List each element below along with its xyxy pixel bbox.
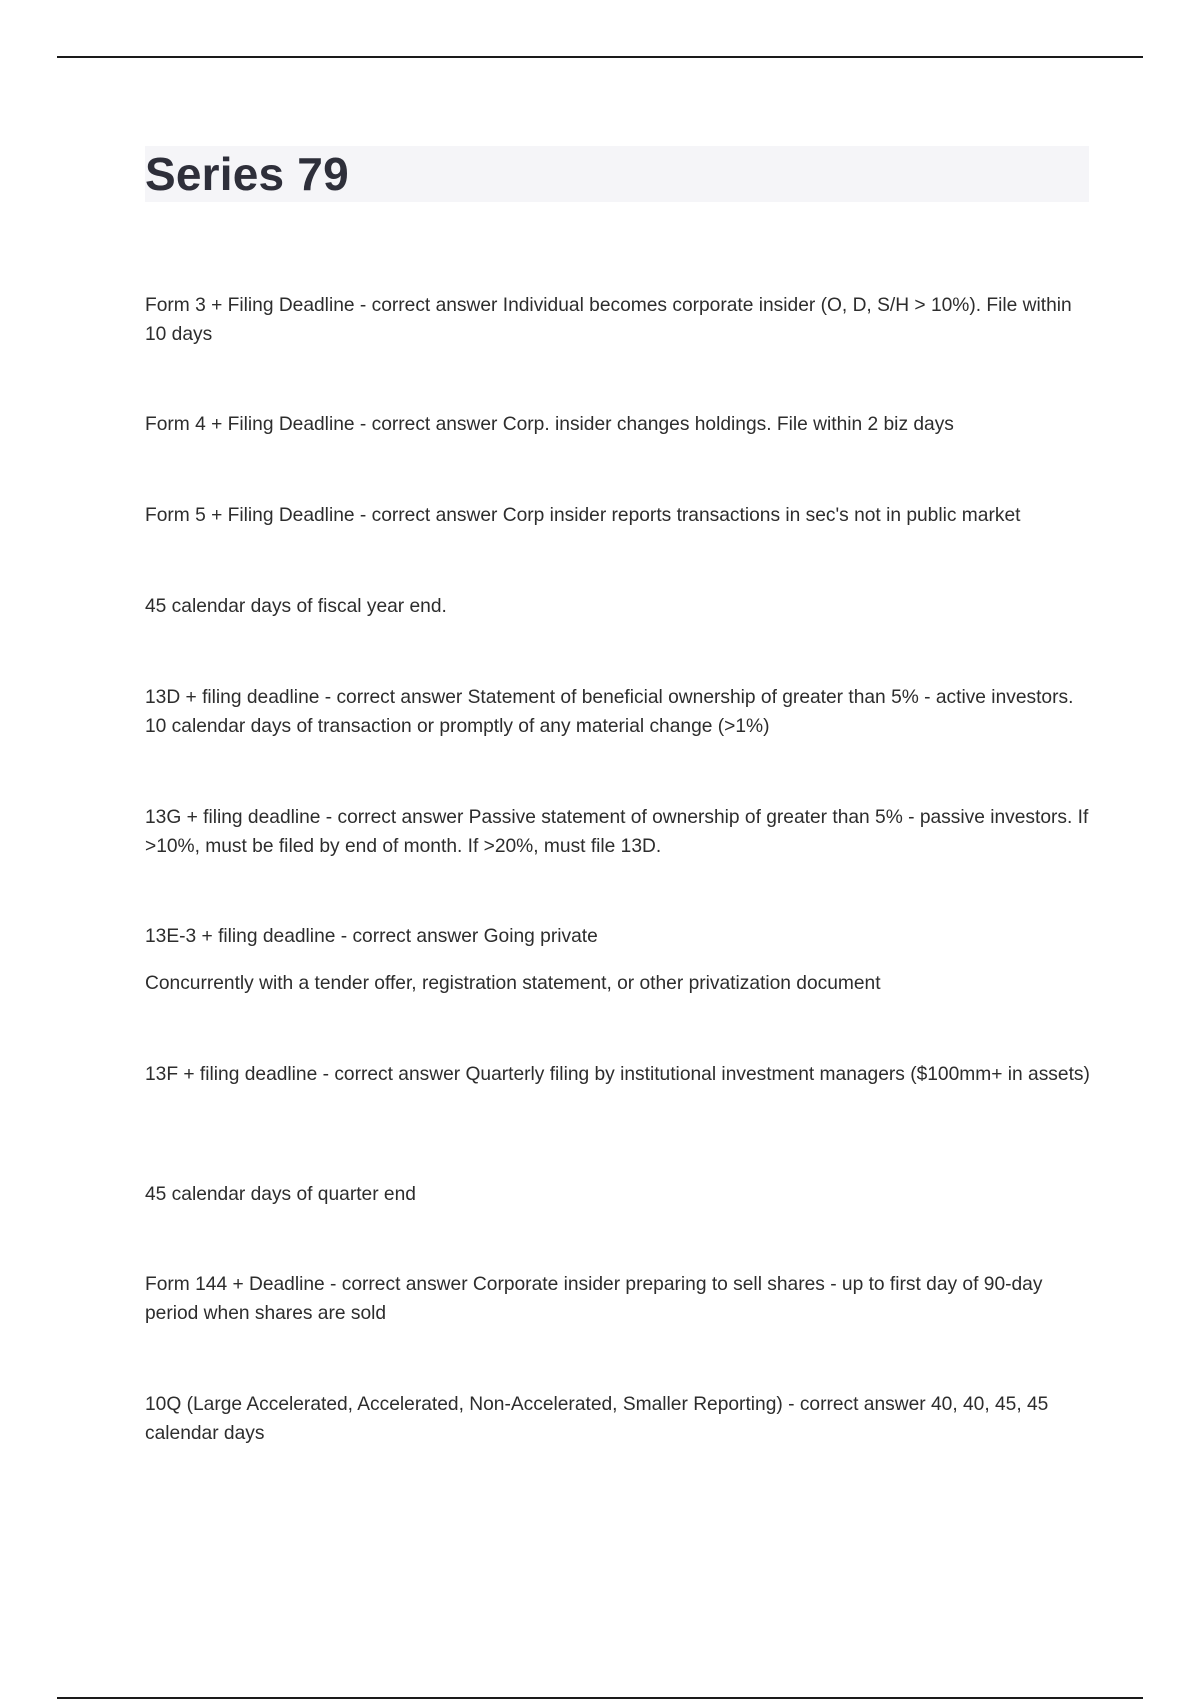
entry-13g: 13G + filing deadline - correct answer Passive statement of ownership of greater than 5% - passive investors. If >10%, must be filed by end of month. If >20%, must file 13D. xyxy=(145,807,1089,857)
entry-10q: 10Q (Large Accelerated, Accelerated, Non-Accelerated, Smaller Reporting) - correct answer 40, 40, 45, 45 calendar days xyxy=(145,1394,1049,1444)
entry-form4: Form 4 + Filing Deadline - correct answer Corp. insider changes holdings. File within 2 biz days xyxy=(145,414,954,435)
entry-13e3: 13E-3 + filing deadline - correct answer Going private xyxy=(145,926,598,947)
page-title: Series 79 xyxy=(145,148,349,200)
entry-13f: 13F + filing deadline - correct answer Quarterly filing by institutional investment managers ($100mm+ in assets) xyxy=(145,1064,1090,1085)
entry-form144: Form 144 + Deadline - correct answer Corporate insider preparing to sell shares - up to first day of 90-day period when shares are sold xyxy=(145,1274,1043,1324)
entry-13e3-deadline: Concurrently with a tender offer, registration statement, or other privatization document xyxy=(145,973,881,994)
entry-13f-deadline: 45 calendar days of quarter end xyxy=(145,1184,416,1205)
entry-form3: Form 3 + Filing Deadline - correct answer Individual becomes corporate insider (O, D, S/H > 10%). File within 10 days xyxy=(145,295,1072,345)
entry-13d: 13D + filing deadline - correct answer Statement of beneficial ownership of greater than 5% - active investors. 10 calendar days of transaction or promptly of any material change (>1%) xyxy=(145,687,1074,737)
entry-form5-deadline: 45 calendar days of fiscal year end. xyxy=(145,596,447,617)
entry-form5: Form 5 + Filing Deadline - correct answer Corp insider reports transactions in sec's not in public market xyxy=(145,505,1021,526)
top-rule xyxy=(57,56,1143,58)
title-band xyxy=(145,146,1089,202)
bottom-rule xyxy=(57,1697,1143,1699)
